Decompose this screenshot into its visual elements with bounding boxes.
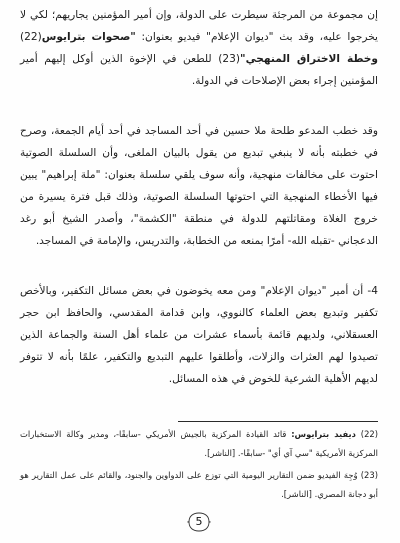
footnote-22-name: ديفيد بترايوس: (291, 429, 356, 439)
paragraph-1 (20, 4, 378, 92)
footnote-22-text: قائد القيادة المركزية بالجيش الأمريكي -سابقًا-، ومدير وكالة الاستخبارات المركزية الأمريكية "سي آي أي" -سابقًا-. [الناشر]. (20, 429, 378, 458)
footnote-23-ref: (23) (360, 470, 378, 480)
paragraph-3: 4- أن أمير "ديوان الإعلام" ومن معه يخوضون في بعض مسائل التكفير، وبالأخص تكفير وتبديع بعض العلماء كالنووي، وابن قدامة المقدسي، والحافظ ابن حجر العسقلاني، ولديهم قائمة بأسماء عشرات من علماء أهل السنة والجماعة الذين تصيدوا لهم العثرات والزلات، وأطلقوا عليهم التبديع والتكفير، علمًا بأنه لا تتوفر لديهم الأهلية الشرعية للخوض في هذه المسائل. (20, 285, 378, 385)
page-number-badge (186, 511, 212, 533)
footnote-22 (20, 425, 378, 463)
footnote-22-ref: (22) (360, 429, 379, 439)
paragraph-1-text-b: للطعن في الإخوة الذين أوكل إليهم أمير المؤمنين إجراء بعض الإصلاحات في الدولة. (20, 53, 378, 87)
video-title-part-2: وخطة الاختراق المنهجي" (240, 53, 378, 65)
footnote-ref-23: (23) (218, 53, 241, 65)
footnote-23-text: وُجِهَ الفيديو ضمن التقارير اليومية التي توزع على الدواوين والجنود، والقائم على عمل التقارير هو أبو دجانة المصري. [الناشر]. (20, 470, 378, 499)
footnote-divider (178, 421, 378, 422)
paragraph-2: وقد خطب المدعو طلحة ملا حسين في أحد المساجد في أحد أيام الجمعة، وصرح في خطبته بأنه لا ينبغي تبديع من يقول بالبيان الملغى، وأن السلسلة الصوتية احتوت على مخالفات منهجية، وأنه سوف يلقي سلسلة بعنوان: "ملة إبراهيم" يبين فيها الأخطاء المنهجية التي احتوتها السلسلة الصوتية، وذلك قبل فترة يسيرة من خروج الغلاة ومقاتلتهم للدولة في منطقة "الكشمة"، وأصدر الشيخ أبو رغد الدعجاني -تقبله الله- أمرًا بمنعه من الخطابة، والتدريس، والإمامة في المساجد. (20, 125, 378, 247)
video-title-part-1: "صحوات بترايوس (41, 31, 136, 43)
footnote-23 (20, 466, 378, 504)
paragraph-1-text-a: إن مجموعة من المرجئة سيطرت على الدولة، وإن أمير المؤمنين يجاريهم؛ لكي لا يخرجوا عليه، وقد بث "ديوان الإعلام" فيديو بعنوان: (20, 9, 378, 43)
page-number: 5 (195, 515, 203, 528)
footnote-ref-22: (22) (20, 31, 42, 43)
